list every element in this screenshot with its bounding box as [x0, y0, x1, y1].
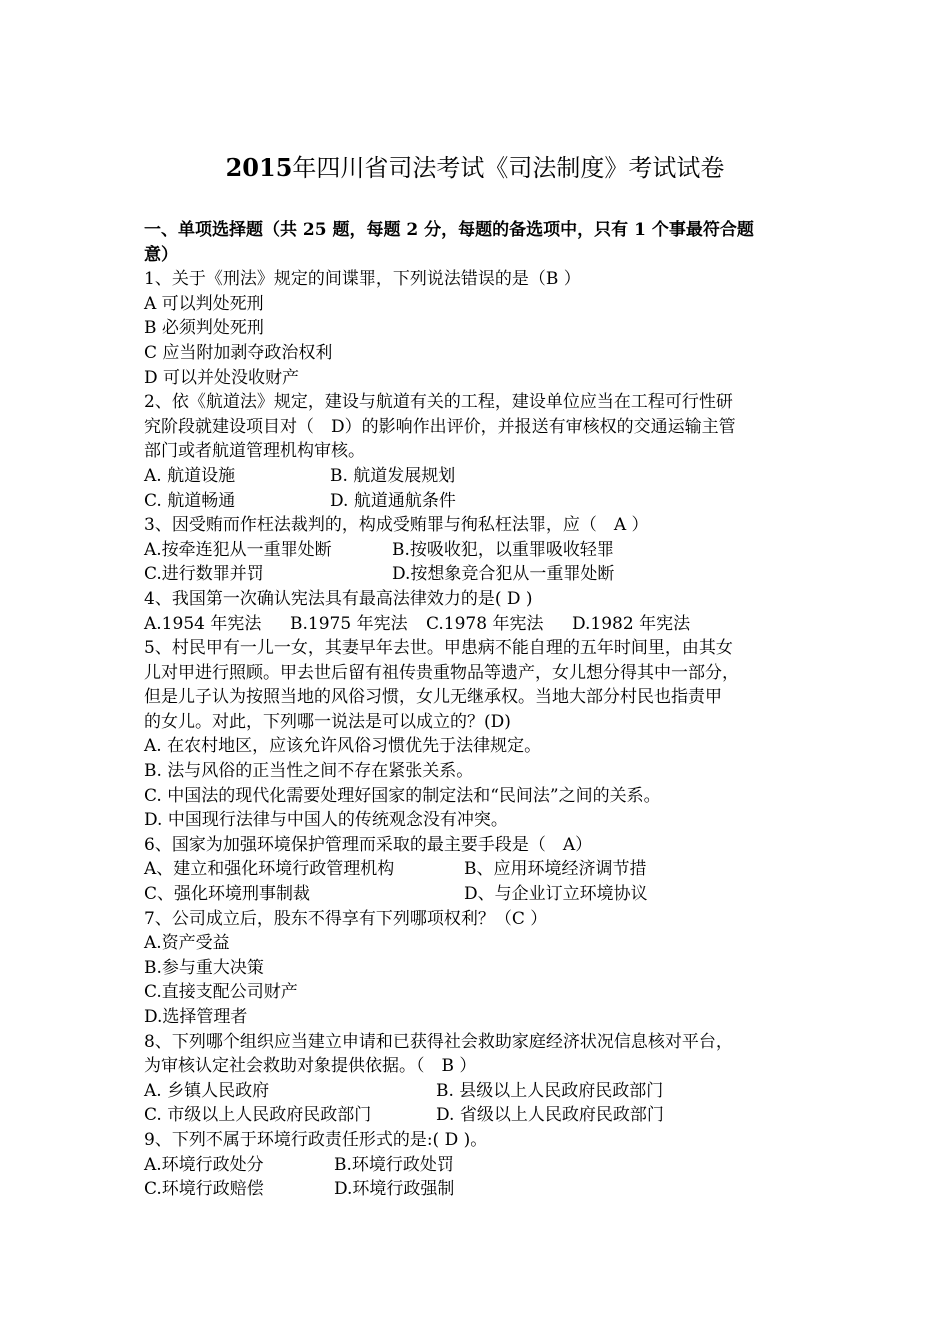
question-4-option-d: D.1982 年宪法 [572, 613, 691, 634]
question-9: 9、下列不属于环境行政责任形式的是:( D )。 [144, 1129, 488, 1150]
question-1-option-d: D 可以并处没收财产 [144, 367, 300, 388]
question-1-option-b: B 必须判处死刑 [144, 318, 264, 339]
page-title [0, 150, 950, 186]
question-3: 3、因受贿而作枉法裁判的，构成受贿罪与徇私枉法罪，应（ A ） [144, 515, 649, 536]
question-8-option-a: A. 乡镇人民政府 [144, 1080, 270, 1101]
question-4-option-c: C.1978 年宪法 [426, 613, 544, 634]
question-9-option-c: C.环境行政赔偿 [144, 1179, 264, 1200]
question-2-option-d: D. 航道通航条件 [330, 490, 456, 511]
question-2-options-cd [144, 489, 824, 514]
question-6-options-cd [144, 882, 824, 907]
question-1-option-c: C 应当附加剥夺政治权利 [144, 342, 333, 363]
section-heading-line-1: 一、单项选择题（共 25 题，每题 2 分，每题的备选项中，只有 1 个事最符合题 [144, 220, 754, 240]
question-4: 4、我国第一次确认宪法具有最高法律效力的是( D ) [144, 588, 533, 609]
question-5-line-3: 但是儿子认为按照当地的风俗习惯，女儿无继承权。当地大部分村民也指责甲 [144, 687, 722, 708]
question-3-option-a: A.按牵连犯从一重罪处断 [144, 539, 332, 560]
question-2-line-1: 2、依《航道法》规定，建设与航道有关的工程，建设单位应当在工程可行性研 [144, 392, 733, 413]
question-5-line-1: 5、村民甲有一儿一女，其妻早年去世。甲患病不能自理的五年时间里，由其女 [144, 638, 733, 659]
question-1-option-a: A 可以判处死刑 [144, 293, 264, 314]
question-6-option-c: C、强化环境刑事制裁 [144, 884, 311, 905]
question-8-option-c: C. 市级以上人民政府民政部门 [144, 1105, 372, 1126]
question-5-option-a: A. 在农村地区，应该允许风俗习惯优先于法律规定。 [144, 736, 542, 757]
question-5-line-4: 的女儿。对此，下列哪一说法是可以成立的？(D) [144, 711, 511, 732]
question-4-options [144, 612, 824, 637]
question-6-option-b: B、应用环境经济调节措 [464, 859, 647, 880]
question-8-options-cd [144, 1103, 824, 1128]
question-2-option-c: C. 航道畅通 [144, 490, 236, 511]
question-2-line-2: 究阶段就建设项目对（ D）的影响作出评价，并报送有审核权的交通运输主管 [144, 416, 736, 437]
question-8-options-ab [144, 1079, 824, 1104]
question-4-option-a: A.1954 年宪法 [144, 613, 262, 634]
question-8-option-d: D. 省级以上人民政府民政部门 [436, 1105, 664, 1126]
question-6-options-ab [144, 857, 824, 882]
question-9-option-d: D.环境行政强制 [334, 1179, 455, 1200]
question-6-option-a: A、建立和强化环境行政管理机构 [144, 859, 395, 880]
question-7-option-d: D.选择管理者 [144, 1007, 248, 1027]
question-2-options-ab [144, 464, 824, 489]
question-8-line-1: 8、下列哪个组织应当建立申请和已获得社会救助家庭经济状况信息核对平台， [144, 1031, 733, 1052]
title-text: 年四川省司法考试《司法制度》考试试卷 [292, 154, 725, 182]
section-heading-line-2: 意） [144, 244, 178, 265]
question-7-option-c: C.直接支配公司财产 [144, 982, 298, 1003]
question-3-options-ab [144, 538, 824, 563]
question-7: 7、公司成立后，股东不得享有下列哪项权利？（C ） [144, 908, 548, 929]
question-5-line-2: 儿对甲进行照顾。甲去世后留有祖传贵重物品等遗产，女儿想分得其中一部分， [144, 662, 739, 683]
question-2-line-3: 部门或者航道管理机构审核。 [144, 441, 365, 462]
question-6-option-d: D、与企业订立环境协议 [464, 884, 648, 905]
question-9-options-ab [144, 1153, 824, 1178]
question-2-option-a: A. 航道设施 [144, 465, 236, 486]
question-9-option-b: B.环境行政处罚 [334, 1154, 454, 1175]
question-3-options-cd [144, 562, 824, 587]
question-9-options-cd [144, 1177, 824, 1202]
question-8-option-b: B. 县级以上人民政府民政部门 [436, 1080, 664, 1101]
question-2-option-b: B. 航道发展规划 [330, 465, 456, 486]
question-1: 1、关于《刑法》规定的间谍罪，下列说法错误的是（B ） [144, 269, 581, 290]
document-body [144, 218, 824, 1202]
question-3-option-d: D.按想象竞合犯从一重罪处断 [392, 564, 615, 585]
question-3-option-c: C.进行数罪并罚 [144, 564, 264, 585]
question-5-option-b: B. 法与风俗的正当性之间不存在紧张关系。 [144, 761, 474, 782]
question-6: 6、国家为加强环境保护管理而采取的最主要手段是（ A） [144, 834, 593, 855]
question-8-line-2: 为审核认定社会救助对象提供依据。（ B ） [144, 1056, 477, 1077]
question-5-option-c: C. 中国法的现代化需要处理好国家的制定法和“民间法”之间的关系。 [144, 785, 661, 806]
question-7-option-b: B.参与重大决策 [144, 957, 264, 978]
question-5-option-d: D. 中国现行法律与中国人的传统观念没有冲突。 [144, 810, 508, 831]
question-7-option-a: A.资产受益 [144, 933, 230, 954]
question-4-option-b: B.1975 年宪法 [290, 613, 408, 634]
question-9-option-a: A.环境行政处分 [144, 1154, 264, 1175]
title-year: 2015 [225, 153, 293, 182]
question-3-option-b: B.按吸收犯，以重罪吸收轻罪 [392, 539, 614, 560]
